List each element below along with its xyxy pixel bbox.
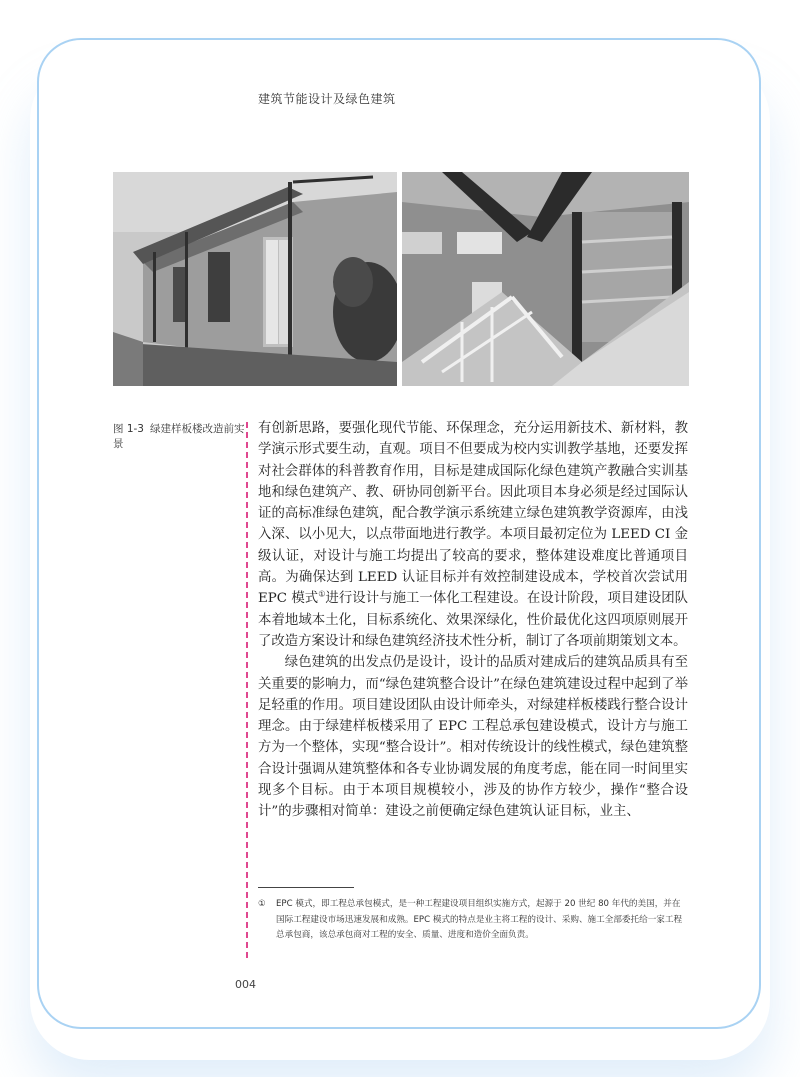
figure-number: 图 1-3 <box>113 423 144 435</box>
running-head: 建筑节能设计及绿色建筑 <box>258 92 396 106</box>
body-text <box>258 418 688 823</box>
page-number: 004 <box>235 978 256 991</box>
footnote-text: EPC 模式，即工程总承包模式，是一种工程建设项目组织实施方式，起源于 20 世纪 80 年代的美国，并在国际工程建设市场迅速发展和成熟。EPC 模式的特点是业主将工程的设计、采购、施工全部委托给一家工程总承包商，该总承包商对工程的安全、质量、进度和造价全面负责。 <box>276 899 683 940</box>
paragraph-1 <box>258 418 688 652</box>
footnote-rule <box>258 887 354 888</box>
figure-caption <box>113 422 253 452</box>
footnote <box>258 897 688 944</box>
interior-photo-graphic <box>402 172 689 386</box>
figure-caption-text: 绿建样板楼改造前实景 <box>113 423 245 450</box>
exterior-photo-graphic <box>113 172 397 386</box>
paragraph-2: 绿色建筑的出发点仍是设计，设计的品质对建成后的建筑品质具有至关重要的影响力，而“绿色建筑整合设计”在绿色建筑建设过程中起到了举足轻重的作用。项目建设团队由设计师牵头，对绿建样板楼践行整合设计理念。由于绿建样板楼采用了 EPC 工程总承包建设模式，设计方与施工方为一个整体，实现“整合设计”。相对传统设计的线性模式，绿色建筑整合设计强调从建筑整体和各专业协调发展的角度考虑，能在同一时间里实现多个目标。由于本项目规模较小，涉及的协作方较少，操作“整合设计”的步骤相对简单：建设之前便确定绿色建筑认证目标，业主、 <box>258 655 688 820</box>
footnote-marker: ① <box>258 899 266 909</box>
photo-building-interior <box>402 172 689 386</box>
footnote-reference: ① <box>318 589 326 599</box>
paragraph-1-part-b: 进行设计与施工一体化工程建设。在设计阶段，项目建设团队本着地域本土化，目标系统化、效果深绿化，性价最优化这四项原则展开了改造方案设计和绿色建筑经济技术性分析，制订了各项前期策划文本。 <box>258 591 689 649</box>
paragraph-1-part-a: 有创新思路，要强化现代节能、环保理念，充分运用新技术、新材料，教学演示形式要生动，直观。项目不但要成为校内实训教学基地，还要发挥对社会群体的科普教育作用，目标是建成国际化绿色建筑产教融合实训基地和绿色建筑产、教、研协同创新平台。因此项目本身必须是经过国际认证的高标准绿色建筑，配合教学演示系统建立绿色建筑教学资源库，由浅入深、以小见大，以点带面地进行教学。本项目最初定位为 LEED CI 金级认证，对设计与施工均提出了较高的要求，整体建设难度比普通项目高。为确保达到 LEED 认证目标并有效控制建设成本，学校首次尝试用 EPC 模式 <box>258 421 688 607</box>
margin-divider <box>246 422 248 958</box>
book-page <box>37 38 761 1029</box>
photo-building-exterior <box>113 172 397 386</box>
